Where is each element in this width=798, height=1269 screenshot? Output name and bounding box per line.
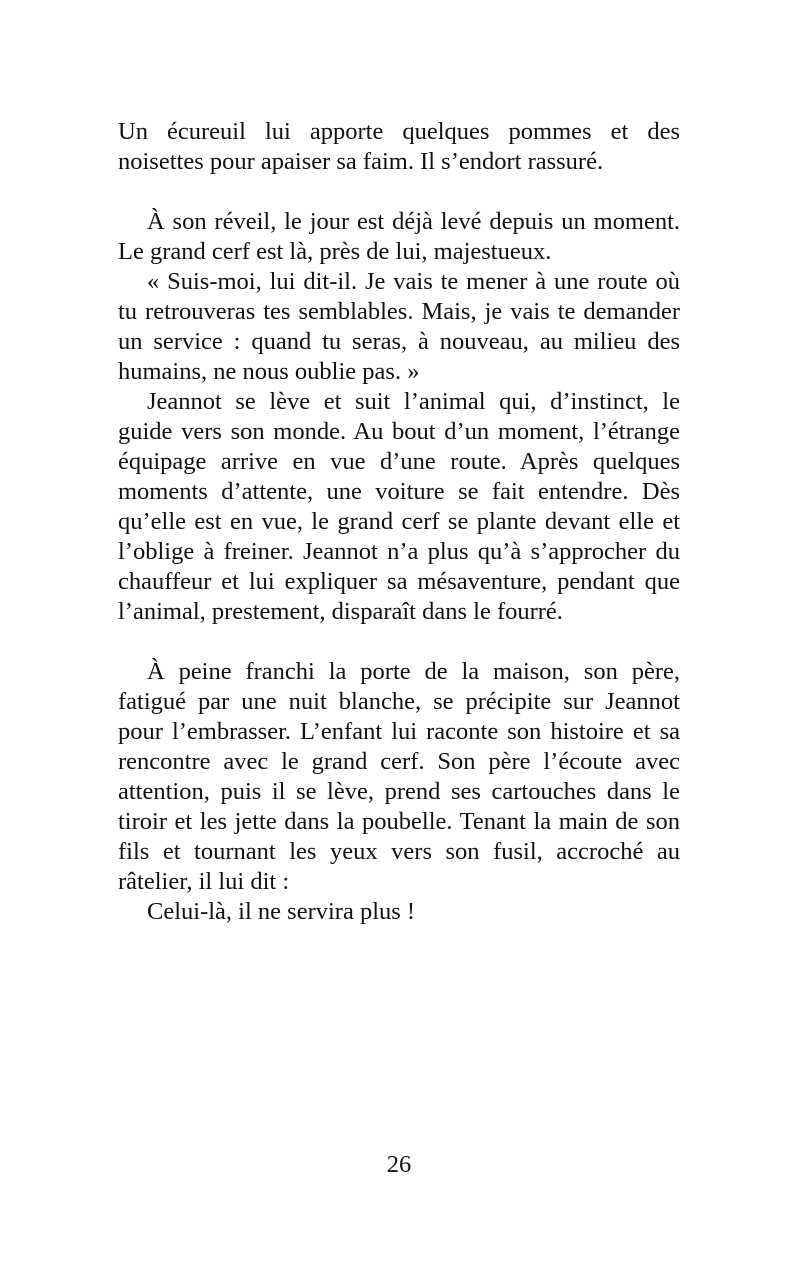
section-break bbox=[118, 177, 680, 207]
paragraph-2: À son réveil, le jour est déjà levé depuis un moment. Le grand cerf est là, près de lui, majestueux. bbox=[118, 208, 680, 265]
page-number: 26 bbox=[386, 1151, 412, 1178]
paragraph-4: Jeannot se lève et suit l’animal qui, d’instinct, le guide vers son monde. Au bout d’un moment, l’étrange équipage arrive en vue d’une route. Après quelques moments d’attente, une voiture se fait entendre. Dès qu’elle est en vue, le grand cerf se plante devant elle et l’oblige à freiner. Jeannot n’a plus qu’à s’approcher du chauffeur et lui expliquer sa mésaventure, pendant que l’animal, prestement, disparaît dans le fourré. bbox=[118, 388, 680, 625]
body-text bbox=[118, 117, 680, 927]
paragraph-1: Un écureuil lui apporte quelques pommes et des noisettes pour apaiser sa faim. Il s’endort rassuré. bbox=[118, 118, 680, 175]
section-break bbox=[118, 627, 680, 657]
paragraph-5: À peine franchi la porte de la maison, son père, fatigué par une nuit blanche, se précipite sur Jeannot pour l’embrasser. L’enfant lui raconte son histoire et sa rencontre avec le grand cerf. Son père l’écoute avec attention, puis il se lève, prend ses cartouches dans le tiroir et les jette dans la poubelle. Tenant la main de son fils et tournant les yeux vers son fusil, accroché au râtelier, il lui dit : bbox=[118, 658, 680, 895]
paragraph-3: « Suis-moi, lui dit-il. Je vais te mener à une route où tu retrouveras tes semblables. Mais, je vais te demander un service : quand tu seras, à nouveau, au milieu des humains, ne nous oublie pas. » bbox=[118, 268, 680, 385]
paragraph-6: Celui-là, il ne servira plus ! bbox=[147, 898, 416, 925]
